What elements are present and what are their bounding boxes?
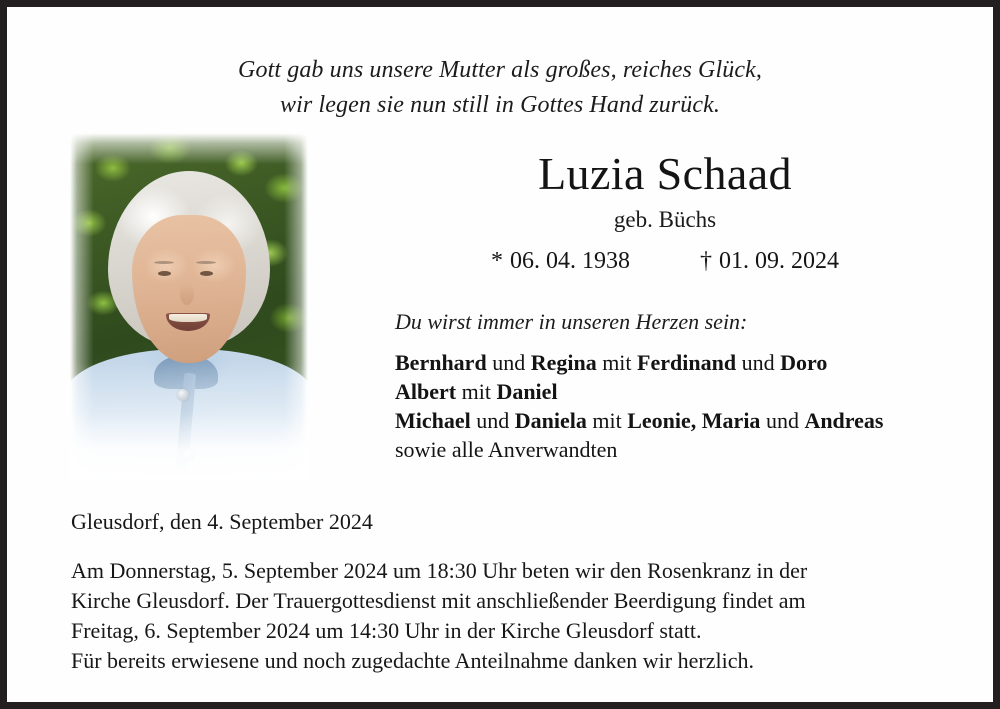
- photo-jacket-button: [177, 389, 189, 401]
- survivor-name: Regina: [530, 350, 597, 375]
- service-line: Am Donnerstag, 5. September 2024 um 18:30 Uhr beten wir den Rosenkranz in der: [71, 558, 808, 583]
- survivor-connector: sowie alle Anverwandten: [395, 437, 618, 462]
- survivor-line: [395, 406, 955, 435]
- service-line: Für bereits erwiesene und noch zugedachte Anteilnahme danken wir herzlich.: [71, 648, 754, 673]
- obituary-notice-body: [7, 7, 993, 702]
- survivor-name: Albert: [395, 379, 457, 404]
- photo-eyebrow: [154, 261, 174, 264]
- service-line: Freitag, 6. September 2024 um 14:30 Uhr in der Kirche Gleusdorf statt.: [71, 618, 702, 643]
- photo-eye: [200, 271, 213, 276]
- photo-eye: [158, 271, 171, 276]
- portrait-image: [70, 133, 308, 481]
- survivor-connector: und: [760, 408, 805, 433]
- photo-eyebrow: [196, 261, 216, 264]
- survivor-name: Daniela: [514, 408, 587, 433]
- death-cross-icon: †: [700, 248, 712, 274]
- epigraph: [7, 53, 993, 123]
- survivor-connector: mit: [596, 350, 638, 375]
- survivor-line: [395, 435, 955, 464]
- service-details: [71, 556, 951, 676]
- photo-jacket-button: [183, 449, 195, 461]
- deceased-maiden-name: geb. Büchs: [613, 207, 717, 232]
- photo-teeth: [169, 314, 207, 322]
- survivor-name: Daniel: [496, 379, 558, 404]
- survivor-name: Michael: [395, 408, 471, 433]
- portrait-photo: [70, 133, 308, 481]
- epigraph-line-2: wir legen sie nun still in Gottes Hand zurück.: [280, 92, 720, 118]
- life-dates: [395, 245, 935, 277]
- survivor-name: Doro: [780, 350, 828, 375]
- survivor-name: Bernhard: [395, 350, 487, 375]
- survivor-connector: mit: [586, 408, 628, 433]
- survivor-connector: und: [736, 350, 781, 375]
- death-date-value: 01. 09. 2024: [719, 248, 839, 274]
- survivor-connector: und: [470, 408, 515, 433]
- survivor-name: Ferdinand: [637, 350, 737, 375]
- death-date: [700, 245, 839, 277]
- photo-nose: [180, 283, 194, 305]
- survivor-name: Andreas: [804, 408, 884, 433]
- birth-date: [491, 245, 630, 277]
- survivor-line: [395, 348, 955, 377]
- deceased-name: Luzia Schaad: [538, 148, 792, 199]
- survivors-list: [395, 348, 955, 464]
- survivor-line: [395, 377, 955, 406]
- mourning-intro: Du wirst immer in unseren Herzen sein:: [395, 309, 748, 334]
- deceased-identity: [395, 147, 935, 277]
- epigraph-line-1: Gott gab uns unsere Mutter als großes, reiches Glück,: [238, 57, 762, 83]
- service-line: Kirche Gleusdorf. Der Trauergottesdienst mit anschließender Beerdigung findet am: [71, 588, 806, 613]
- survivor-name: Leonie, Maria: [627, 408, 761, 433]
- survivor-connector: und: [486, 350, 531, 375]
- survivor-connector: mit: [456, 379, 497, 404]
- birth-date-value: 06. 04. 1938: [510, 248, 630, 274]
- place-and-date: Gleusdorf, den 4. September 2024: [71, 509, 373, 534]
- birth-star-icon: *: [491, 248, 503, 274]
